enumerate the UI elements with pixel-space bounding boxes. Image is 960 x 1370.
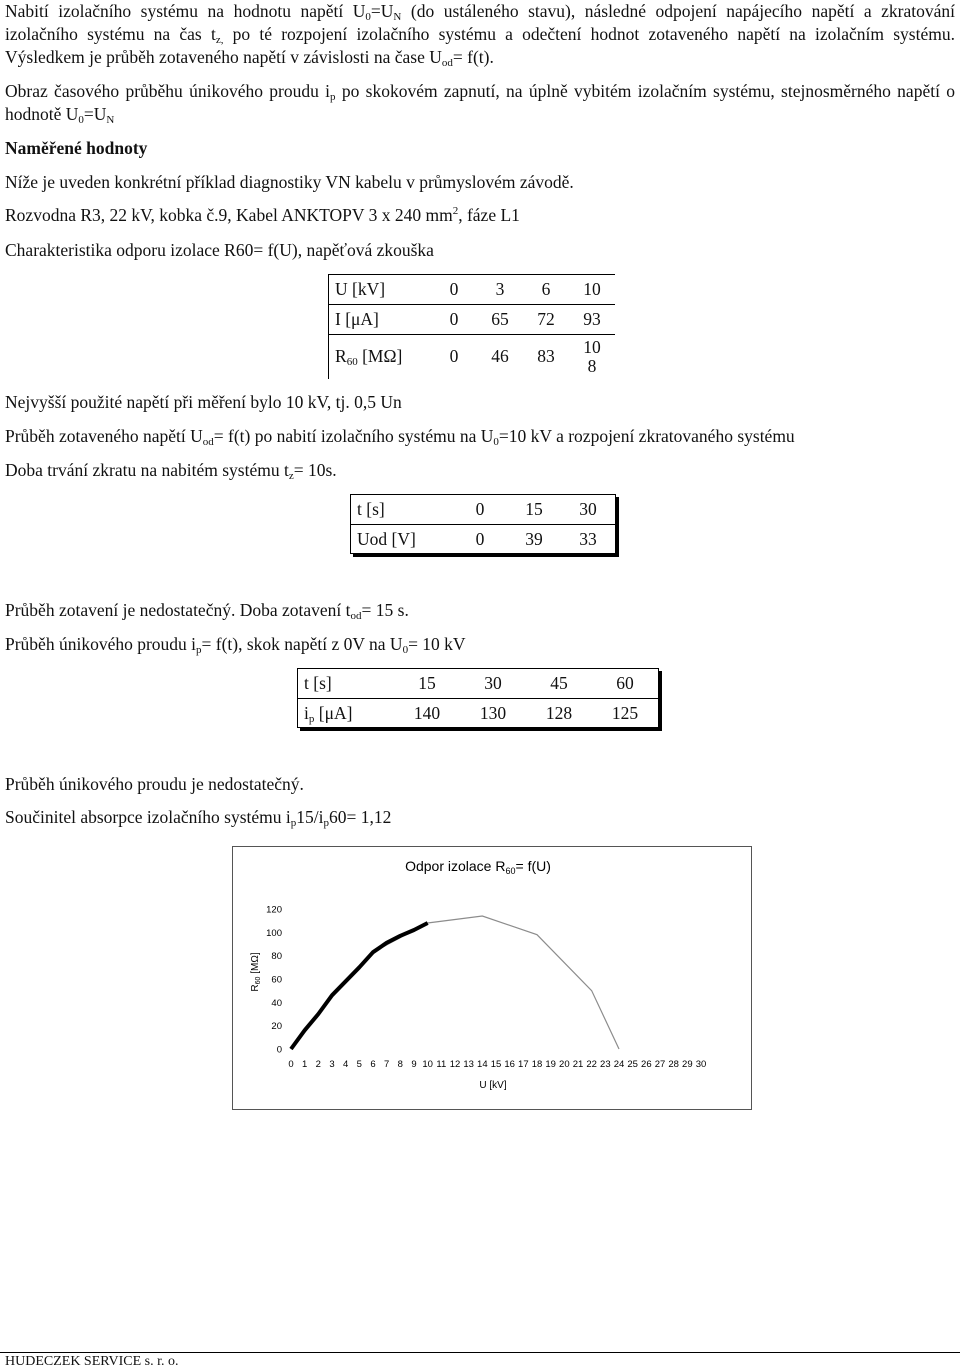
x-tick-label: 12 bbox=[449, 1059, 461, 1070]
table-row: $i_p$ [μA] 140 130 128 125 bbox=[304, 702, 639, 725]
rozvodna-line: Rozvodna R3, 22 kV, kobka č.9, Kabel ANKTOPV 3 x 240 $mm^2$, fáze L1 bbox=[5, 205, 520, 225]
x-tick-label: 28 bbox=[668, 1059, 679, 1070]
x-tick-label: 20 bbox=[559, 1059, 570, 1070]
table-row: t [s] 0 15 30 bbox=[351, 495, 616, 525]
x-tick-label: 6 bbox=[370, 1059, 376, 1070]
x-tick-label: 10 bbox=[422, 1059, 433, 1070]
x-tick-label: 30 bbox=[695, 1059, 707, 1070]
y-tick-label: 40 bbox=[271, 997, 282, 1009]
table-row: t [s] 15 30 45 60 bbox=[298, 669, 659, 699]
x-tick-label: 15 bbox=[490, 1059, 502, 1070]
x-tick-label: 2 bbox=[315, 1059, 321, 1070]
leak-line: Průběh únikového proudu $i_p= f(t)$, skok napětí z 0V na $U_0= 10$ kV bbox=[5, 634, 466, 656]
y-axis-label: $R_{60}$ [MΩ] bbox=[250, 952, 262, 992]
table-row: I [μA] 0 65 72 93 bbox=[329, 305, 616, 335]
x-tick-label: 29 bbox=[682, 1059, 693, 1070]
table-row: U [kV] 0 3 6 10 bbox=[329, 275, 616, 305]
characteristic-line: Charakteristika odporu izolace R60= f(U), napěťová zkouška bbox=[5, 240, 434, 260]
y-tick-label: 20 bbox=[271, 1021, 282, 1033]
x-tick-label: 3 bbox=[329, 1059, 335, 1070]
chart-frame bbox=[232, 846, 752, 1110]
section-heading: Naměřené hodnoty bbox=[5, 138, 148, 158]
x-tick-label: 8 bbox=[397, 1059, 403, 1070]
table-row: $R_{60}$ [MΩ] 0 46 83 10 8 bbox=[335, 336, 601, 376]
x-axis-label: U [kV] bbox=[479, 1080, 507, 1091]
series-line-r60 bbox=[291, 923, 428, 1049]
obraz-paragraph: Obraz časového průběhu únikového proudu $i_p$ po skokovém zapnutí, na úplně vybitém izolačním systému, stejnosměrného napětí o hodnotě $U_0=U_N$ bbox=[5, 81, 955, 126]
x-tick-label: 7 bbox=[384, 1059, 390, 1070]
x-tick-label: 27 bbox=[654, 1059, 666, 1070]
x-tick-label: 24 bbox=[613, 1059, 625, 1070]
table-recovery bbox=[350, 494, 616, 554]
footer bbox=[0, 1352, 960, 1369]
x-tick-label: 4 bbox=[343, 1059, 349, 1070]
recovery-line: Průběh zotaveného napětí $U_{od}= f(t)$ po nabití izolačního systému na $U_0=10$ kV a rozpojení zkratovaného systému bbox=[5, 426, 795, 448]
x-tick-label: 26 bbox=[641, 1059, 652, 1070]
x-tick-label: 0 bbox=[288, 1059, 294, 1070]
table-leakage bbox=[297, 668, 659, 728]
intro-text: Nabití izolačního systému na hodnotu napětí U bbox=[5, 1, 366, 21]
intro-paragraph: Nabití izolačního systému na hodnotu napětí $U_0=U_N$ (do ustáleného stavu), následné odpojení napájecího napětí a zkratování izolačního systému na čas $t_{z,}$ po té rozpojení izolačního systému a odečtení hodnot zotaveného napětí na izolačním systému. Výsledkem je průběh zotaveného napětí v závislosti na čase $U_{od}= f(t)$. bbox=[5, 1, 955, 69]
x-tick-label: 19 bbox=[545, 1059, 556, 1070]
footer-company: HUDECZEK SERVICE s. r. o. bbox=[5, 1354, 179, 1369]
x-tick-label: 5 bbox=[356, 1059, 362, 1070]
y-tick-label: 120 bbox=[266, 904, 282, 916]
x-tick-label: 17 bbox=[518, 1059, 529, 1070]
trend-curve bbox=[291, 916, 619, 1049]
x-tick-label: 9 bbox=[411, 1059, 417, 1070]
y-tick-label: 0 bbox=[276, 1044, 282, 1056]
y-tick-label: 60 bbox=[271, 974, 282, 986]
short-duration-line: Doba trvání zkratu na nabitém systému $t_z= 10s$. bbox=[5, 460, 337, 482]
x-tick-label: 21 bbox=[572, 1059, 584, 1070]
x-tick-label: 1 bbox=[302, 1059, 308, 1070]
table-row: Uod [V] 0 39 33 bbox=[357, 528, 597, 549]
example-line: Níže je uveden konkrétní příklad diagnostiky VN kabelu v průmyslovém závodě. bbox=[5, 172, 574, 192]
r60-chart bbox=[233, 847, 751, 1109]
absorption-line: Součinitel absorpce izolačního systému $i_p15/i_p60= 1,12$ bbox=[5, 807, 392, 829]
x-tick-label: 23 bbox=[600, 1059, 611, 1070]
x-tick-label: 11 bbox=[436, 1059, 447, 1070]
x-tick-label: 16 bbox=[504, 1059, 515, 1070]
y-tick-label: 100 bbox=[266, 927, 282, 939]
table-r60 bbox=[328, 274, 615, 379]
x-tick-label: 18 bbox=[531, 1059, 543, 1070]
leak-result-line: Průběh únikového proudu je nedostatečný. bbox=[5, 774, 304, 794]
x-tick-label: 14 bbox=[477, 1059, 488, 1070]
x-tick-label: 13 bbox=[463, 1059, 474, 1070]
y-tick-label: 80 bbox=[271, 951, 282, 963]
x-tick-label: 22 bbox=[586, 1059, 597, 1070]
x-tick-label: 25 bbox=[627, 1059, 638, 1070]
recovery-result-line: Průběh zotavení je nedostatečný. Doba zotavení $t_{od}= 15$ s. bbox=[5, 600, 409, 622]
chart-title: Odpor izolace $R_{60}= f(U)$ bbox=[405, 858, 551, 876]
max-voltage-line: Nejvyšší použité napětí při měření bylo 10 kV, tj. 0,5 Un bbox=[5, 392, 402, 412]
